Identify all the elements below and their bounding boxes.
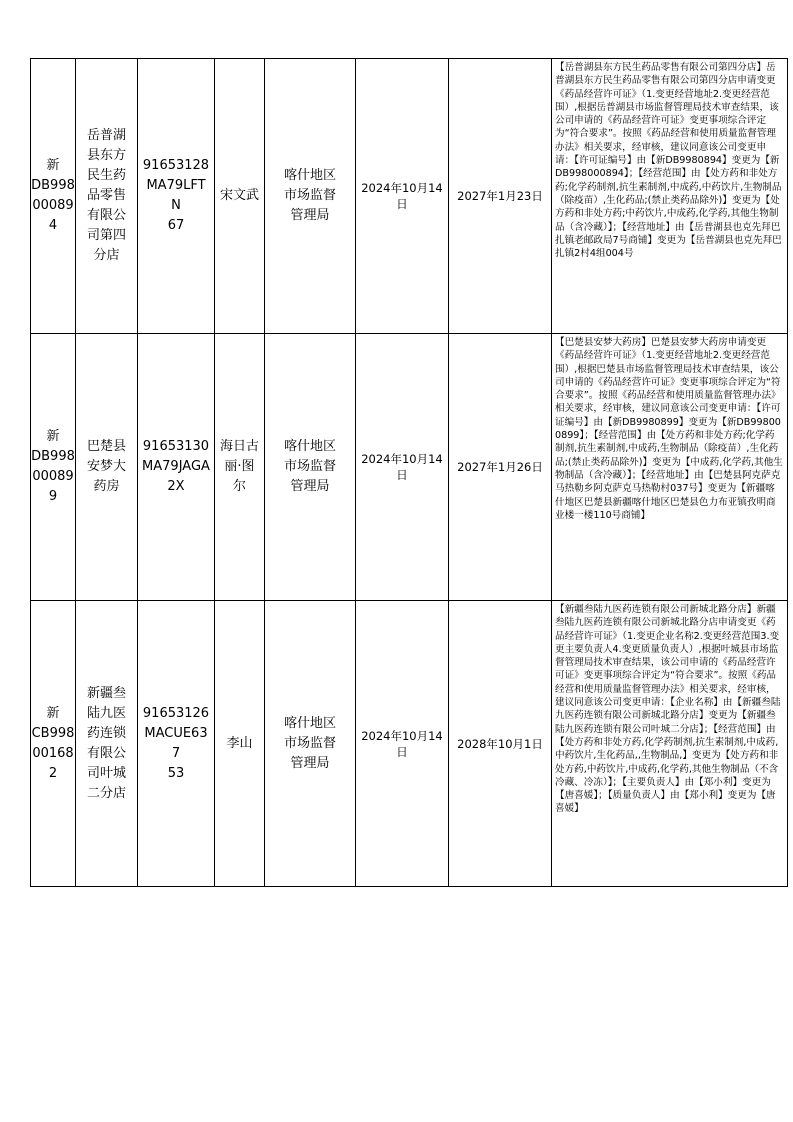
- issue-date: 2024年10月14日: [361, 728, 443, 759]
- company-name-line: 巴楚县: [86, 439, 126, 454]
- license-number-line: 新: [46, 705, 60, 721]
- company-name-line: 品零售: [86, 188, 126, 203]
- credit-code-cell: [138, 59, 215, 334]
- credit-code-line: 91653128: [142, 158, 210, 173]
- table-body: [31, 59, 788, 887]
- credit-code-line: 67: [167, 218, 185, 233]
- issuing-authority-line: 管理局: [290, 208, 330, 223]
- credit-code-line: 53: [167, 765, 185, 781]
- license-number-line: 2: [48, 765, 58, 781]
- issue-date-cell: [356, 59, 449, 334]
- credit-code-cell: [138, 601, 215, 887]
- expiry-date-cell: [449, 59, 552, 334]
- credit-code-line: 91653130: [142, 439, 210, 454]
- change-description: 【新疆叁陆九医药连锁有限公司新城北路分店】新疆叁陆九医药连锁有限公司新城北路分店申请变更《药品经营许可证》（1.变更企业名称2.变更经营范围3.变更主要负责人4.变更质量负责人）,根据叶城县市场监督管理局技术审查结果，该公司申请的《药品经营许可证》变更事项综合评定为“符合要求”。按照《药品经营和使用质量监督管理办法》相关要求，经审核，建议同意该公司变更申请：【企业名称】由【新疆叁陆九医药连锁有限公司新城北路分店】变更为【新疆叁陆九医药连锁有限公司叶城二分店】；【经营范围】由【处方药和非处方药,化学药制剂,抗生素制剂,中成药,中药饮片,生化药品,,生物制品,】变更为【处方药和非处方药,中药饮片,中成药,化学药,其他生物制品（不含冷藏、冷冻）】；【主要负责人】由【郑小利】变更为【唐喜媛】；【质量负责人】由【郑小利】变更为【唐喜媛】: [555, 604, 781, 815]
- company-name-line: 二分店: [86, 785, 126, 801]
- license-number-line: 00089: [32, 198, 74, 213]
- expiry-date-cell: [449, 334, 552, 601]
- legal-person-line: 宋文武: [219, 188, 259, 203]
- credit-code-cell: [138, 334, 215, 601]
- legal-person-line: 海日古: [219, 439, 259, 454]
- company-name-line: 有限公: [86, 745, 126, 761]
- company-name-line: 有限公: [86, 208, 126, 223]
- license-number-line: DB998: [31, 449, 75, 464]
- legal-person-line: 丽·图尔: [224, 459, 255, 494]
- issuing-authority-line: 管理局: [290, 755, 330, 771]
- company-name-line: 司第四: [86, 228, 126, 243]
- license-change-table: [30, 58, 788, 887]
- license-number-cell: [31, 334, 76, 601]
- change-description-cell: [552, 601, 788, 887]
- company-name-line: 分店: [93, 248, 120, 263]
- credit-code-line: MACUE637: [144, 725, 208, 761]
- license-number-line: 00168: [32, 745, 74, 761]
- change-description: 【巴楚县安梦大药房】巴楚县安梦大药房申请变更《药品经营许可证》（1.变更经营地址2.变更经营范围）,根据巴楚县市场监督管理局技术审查结果，该公司申请的《药品经营许可证》变更事项综合评定为“符合要求”。按照《药品经营和使用质量监督管理办法》相关要求，经审核，建议同意该公司变更申请：【许可证编号】由【新DB9980899】变更为【新DB998000899】；【经营范围】由【处方药和非处方药;化学药制剂,抗生素制剂,中成药,生物制品（除疫苗）,生化药品;(禁止类药品除外)】变更为【中成药,化学药,其他生物制品（含冷藏）】；【经营地址】由【巴楚县阿克萨克马热勒乡阿克萨克马热勒村037号】变更为【新疆喀什地区巴楚县新疆喀什地区巴楚县色力布亚镇孜明商业楼一楼110号商铺】: [555, 337, 783, 521]
- license-number-cell: [31, 59, 76, 334]
- company-name-line: 岳普湖: [86, 128, 126, 143]
- issue-date-cell: [356, 334, 449, 601]
- issuing-authority-cell: [265, 601, 356, 887]
- company-name-line: 民生药: [86, 168, 126, 183]
- license-number-line: 4: [48, 218, 58, 233]
- legal-person-line: 李山: [226, 735, 253, 751]
- company-name-line: 司叶城: [86, 765, 126, 781]
- change-description-cell: [552, 334, 788, 601]
- company-name-line: 药连锁: [86, 725, 126, 741]
- company-name-line: 新疆叁: [86, 685, 126, 701]
- legal-person-cell: [215, 59, 265, 334]
- table-row: [31, 334, 788, 601]
- expiry-date-cell: [449, 601, 552, 887]
- license-number-line: 00089: [32, 469, 74, 484]
- expiry-date: 2028年10月1日: [457, 736, 543, 751]
- company-name-cell: [76, 334, 138, 601]
- issue-date: 2024年10月14日: [361, 452, 443, 482]
- expiry-date: 2027年1月23日: [457, 189, 543, 203]
- table-row: [31, 59, 788, 334]
- license-number-line: 9: [48, 489, 58, 504]
- issue-date: 2024年10月14日: [361, 181, 443, 211]
- issuing-authority-cell: [265, 334, 356, 601]
- license-number-line: 新: [46, 429, 60, 444]
- company-name-line: 陆九医: [86, 705, 126, 721]
- company-name-cell: [76, 59, 138, 334]
- license-number-line: CB998: [31, 725, 75, 741]
- issuing-authority-line: 喀什地区: [283, 715, 336, 731]
- company-name-line: 药房: [93, 479, 120, 494]
- issuing-authority-line: 市场监督: [283, 459, 336, 474]
- issue-date-cell: [356, 601, 449, 887]
- change-description: 【岳普湖县东方民生药品零售有限公司第四分店】岳普湖县东方民生药品零售有限公司第四分店申请变更《药品经营许可证》（1.变更经营地址2.变更经营范围）,根据岳普湖县市场监督管理局技术审查结果，该公司申请的《药品经营许可证》变更事项综合评定为“符合要求”。按照《药品经营和使用质量监督管理办法》相关要求，经审核，建议同意该公司变更申请：【许可证编号】由【新DB9980894】变更为【新DB998000894】；【经营范围】由【处方药和非处方药;化学药制剂,抗生素制剂,中成药,中药饮片,生物制品（除疫苗）,生化药品;(禁止类药品除外)】变更为【处方药和非处方药;中药饮片,中成药,化学药,其他生物制品（含冷藏）】；【经营地址】由【岳普湖县也克先拜巴扎镇老邮政局7号商铺】变更为【岳普湖县也克先拜巴扎镇2村4组004号: [555, 62, 782, 260]
- issuing-authority-line: 管理局: [290, 479, 330, 494]
- legal-person-cell: [215, 601, 265, 887]
- issuing-authority-cell: [265, 59, 356, 334]
- issuing-authority-line: 喀什地区: [283, 439, 336, 454]
- credit-code-line: MA79JAGA: [142, 459, 210, 474]
- issuing-authority-line: 市场监督: [283, 188, 336, 203]
- company-name-cell: [76, 601, 138, 887]
- expiry-date: 2027年1月26日: [457, 460, 543, 474]
- legal-person-cell: [215, 334, 265, 601]
- license-number-cell: [31, 601, 76, 887]
- license-number-line: DB998: [31, 178, 75, 193]
- table-row: [31, 601, 788, 887]
- company-name-line: 安梦大: [86, 459, 126, 474]
- issuing-authority-line: 喀什地区: [283, 168, 336, 183]
- company-name-line: 县东方: [86, 148, 126, 163]
- license-number-line: 新: [46, 158, 60, 173]
- credit-code-line: 91653126: [142, 705, 210, 721]
- credit-code-line: MA79LFTN: [146, 178, 206, 213]
- credit-code-line: 2X: [167, 479, 185, 494]
- change-description-cell: [552, 59, 788, 334]
- issuing-authority-line: 市场监督: [283, 735, 336, 751]
